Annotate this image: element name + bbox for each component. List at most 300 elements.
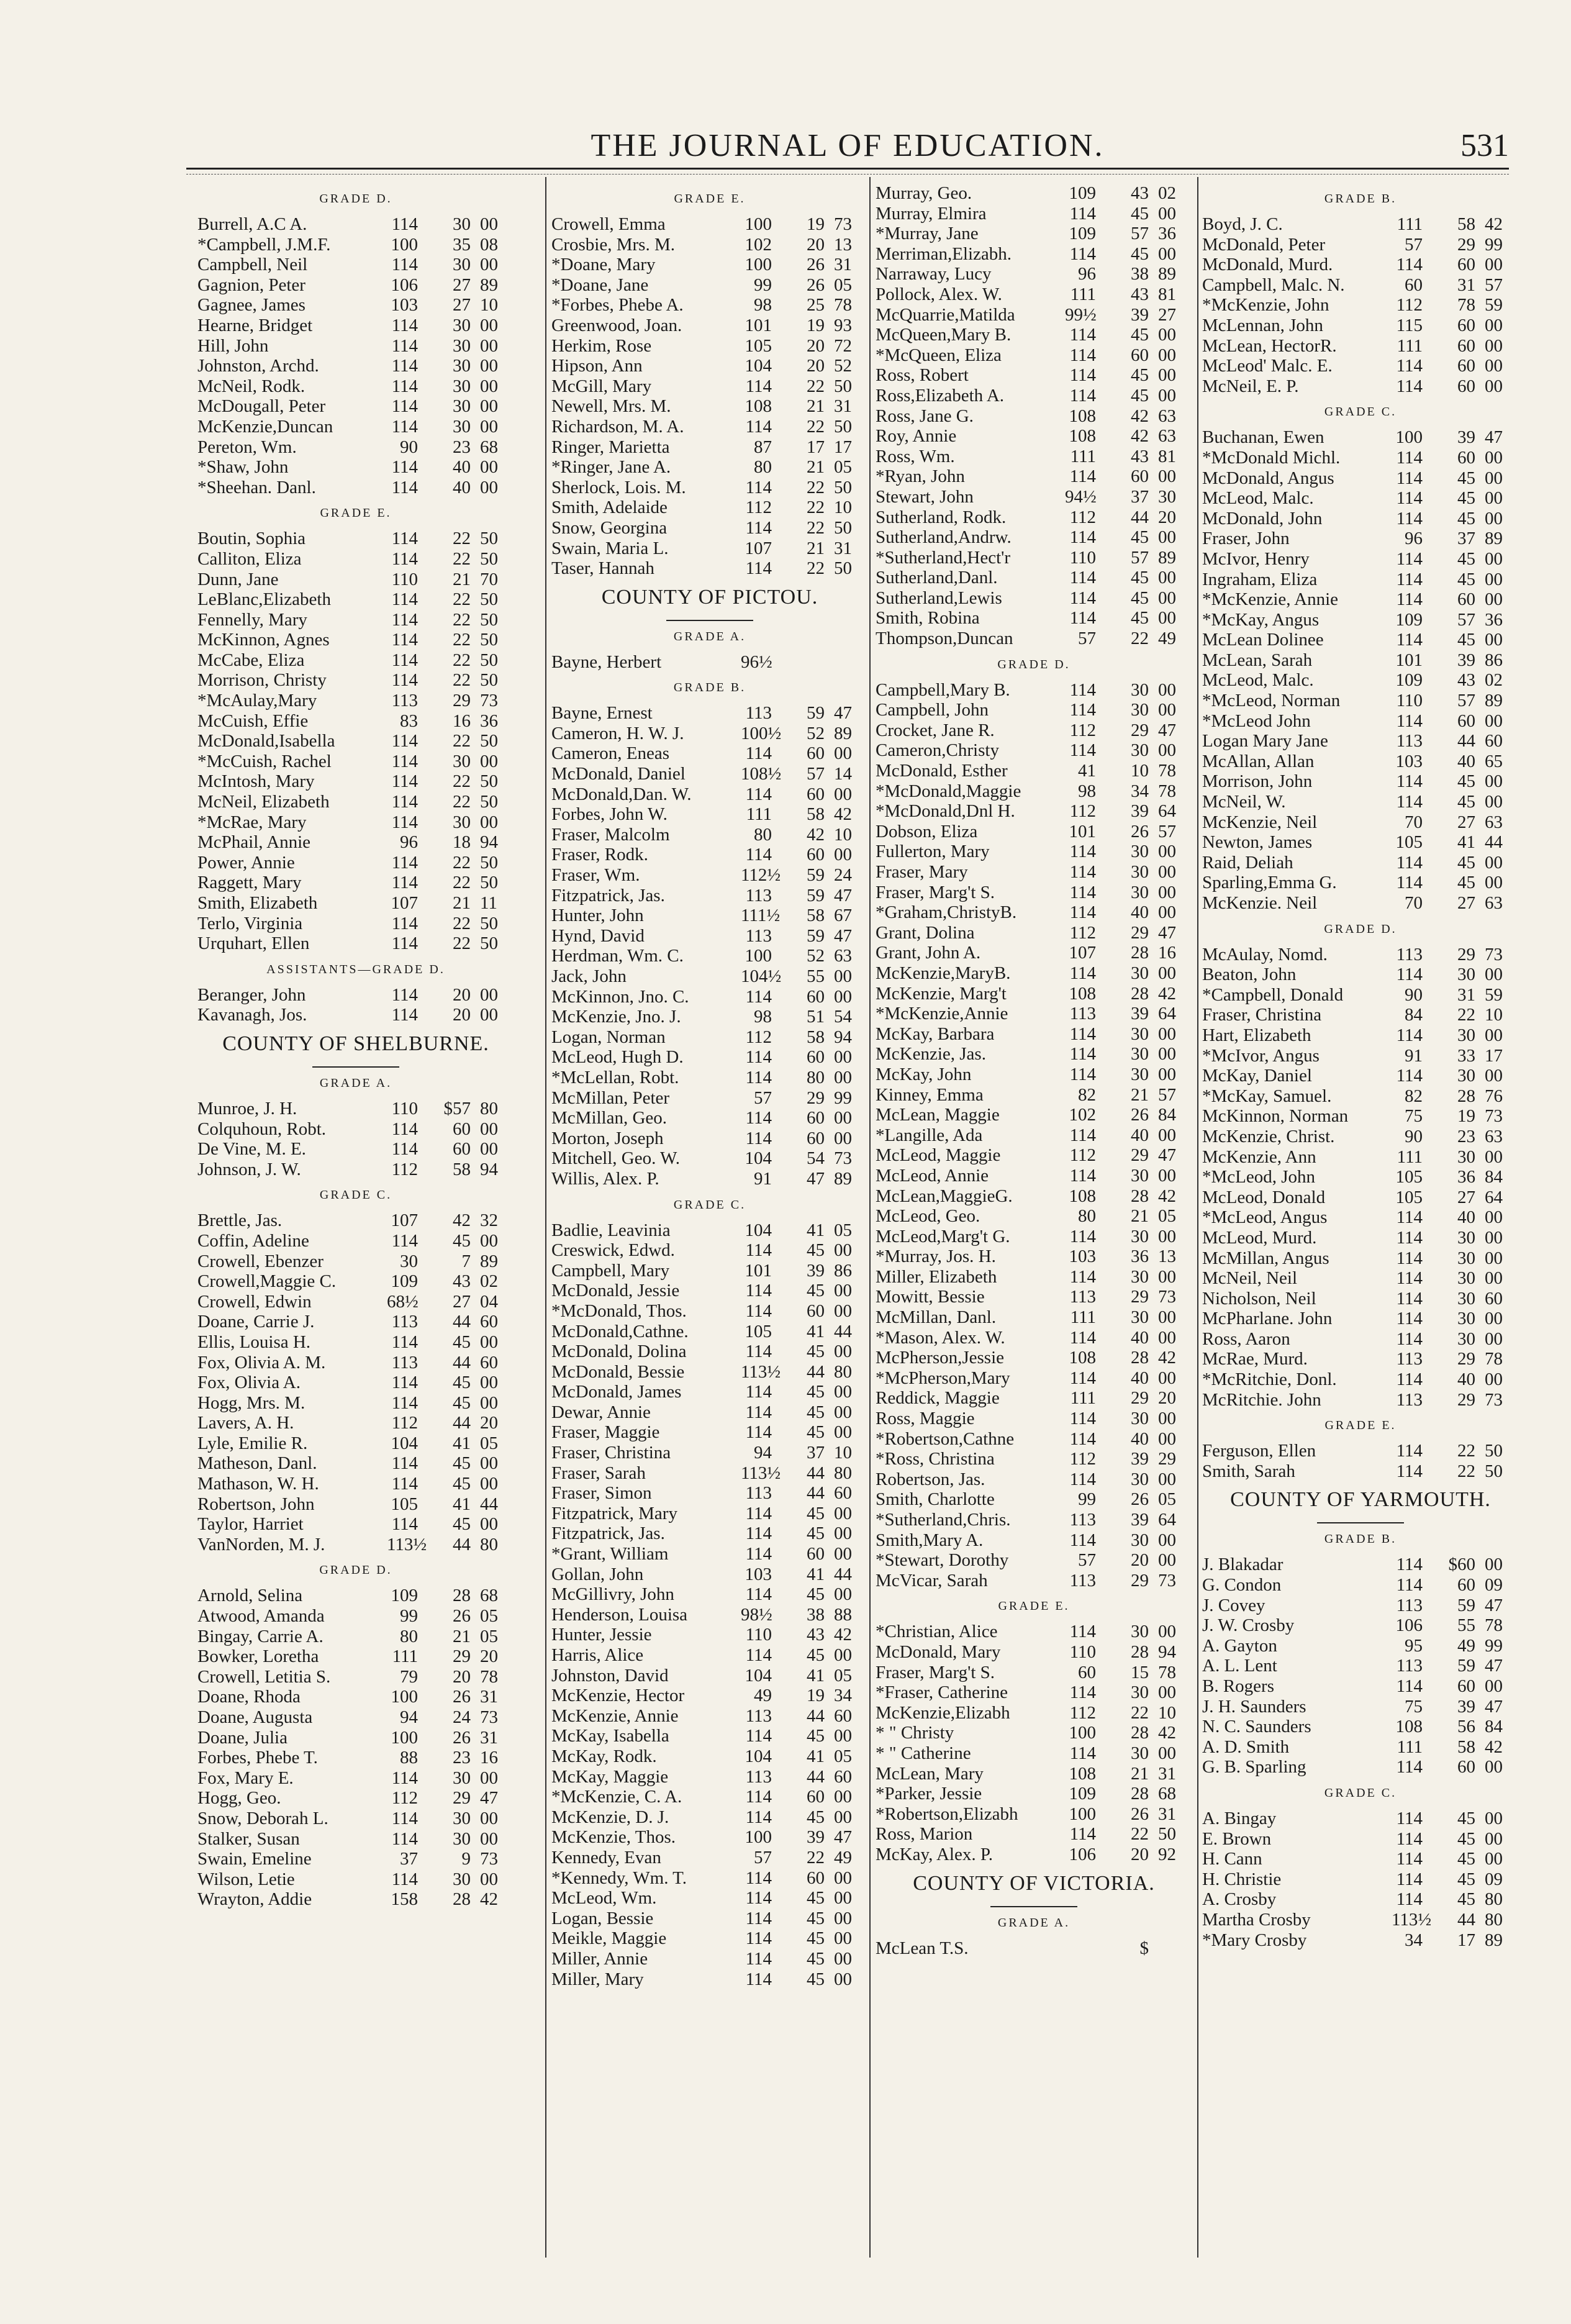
teaching-days: 99 [1078,1489,1096,1510]
grant-cents: 00 [480,1808,498,1828]
teacher-entry [876,761,1192,781]
teacher-entry [197,1728,514,1748]
teaching-days: 114 [391,1514,418,1535]
teacher-entry [551,652,868,673]
teaching-days: 113 [1396,1656,1423,1676]
teacher-entry [197,589,514,610]
grant-cents: 00 [1485,1676,1503,1696]
teacher-name: Fullerton, Mary [876,842,990,862]
teacher-name: Coffin, Adeline [197,1230,309,1251]
teacher-entry [876,1469,1192,1490]
grant-cents: 00 [1485,548,1503,569]
teacher-entry [551,1382,868,1402]
teacher-entry [1202,589,1519,610]
grant-cents: 70 [480,569,498,589]
teaching-days: 114 [1069,243,1096,264]
teacher-entry [551,1827,868,1848]
teacher-name: Fraser, Maggie [551,1422,660,1443]
grant-cents: 00 [480,255,498,275]
grant-dollars: 30 [1131,882,1149,902]
teacher-name: McGill, Mary [551,376,652,396]
teacher-name: Merriman,Elizabh. [876,243,1012,264]
grant-dollars: 22 [807,376,825,396]
teacher-name: Hogg, Geo. [197,1788,281,1809]
grant-cents: 89 [480,1251,498,1271]
grant-cents: 50 [1485,1441,1503,1461]
teacher-entry [197,771,514,792]
grant-cents: 31 [834,538,852,558]
grant-dollars: 78 [1457,295,1475,315]
grant-cents: 42 [480,1889,498,1910]
teacher-entry [197,832,514,853]
grant-dollars: 30 [453,376,471,396]
grant-cents: 00 [1485,1309,1503,1329]
teacher-name: Richardson, M. A. [551,416,684,437]
teaching-days: 113 [1069,1570,1096,1591]
teacher-name: Smith, Sarah [1202,1461,1295,1481]
teacher-entry [197,417,514,437]
grant-cents: 31 [480,1727,498,1748]
grant-cents: 00 [1158,1044,1176,1064]
grant-cents: 04 [480,1291,498,1312]
grant-cents: 09 [1485,1575,1503,1595]
grant-cents: 63 [1485,893,1503,913]
teacher-name: *McKay, Samuel. [1202,1086,1332,1106]
teaching-days: 80 [754,824,772,845]
grant-cents: 64 [1158,801,1176,822]
teacher-name: *Doane, Mary [551,255,656,275]
teacher-name: Mowitt, Bessie [876,1287,985,1307]
journal-title: THE JOURNAL OF EDUCATION. [591,128,1105,163]
teacher-entry [551,1322,868,1342]
teacher-name: McNeil, E. P. [1202,376,1299,396]
teacher-name: Gagnion, Peter [197,275,306,295]
grant-dollars: 55 [807,966,825,986]
teacher-entry [876,1489,1192,1510]
teacher-entry [1202,1369,1519,1390]
teaching-days: 113½ [741,1463,781,1483]
teacher-name: *McKenzie, John [1202,295,1329,315]
teaching-days: 113 [745,703,772,724]
grant-cents: 00 [834,1047,852,1068]
teacher-entry [551,987,868,1007]
teacher-entry [876,1287,1192,1307]
grant-cents: 54 [834,1007,852,1027]
grant-dollars: 45 [1131,243,1149,264]
teacher-entry [876,700,1192,720]
teacher-entry [197,1474,514,1494]
grant-dollars: 22 [1131,1824,1149,1845]
teacher-name: *McKay, Angus [1202,609,1320,630]
grant-cents: 00 [834,1544,852,1564]
teaching-days: 114 [745,986,772,1007]
grant-dollars: 45 [807,1422,825,1443]
grant-cents: 60 [834,1766,852,1787]
teacher-entry [1202,275,1519,296]
teacher-name: Bayne, Ernest [551,703,653,724]
teacher-entry [876,1764,1192,1784]
grant-cents: 00 [480,1869,498,1889]
teaching-days: 114 [745,1240,772,1261]
teacher-entry [197,295,514,315]
teacher-entry [551,966,868,987]
grant-dollars: 28 [1131,1723,1149,1743]
teaching-days: 110 [391,569,418,589]
teaching-days: 75 [1405,1106,1423,1127]
teaching-days: 114 [1396,1828,1423,1849]
teaching-days: 110 [745,1625,772,1645]
grant-cents: 50 [480,852,498,873]
teacher-name: Fennelly, Mary [197,609,307,630]
grant-cents: 00 [834,1948,852,1969]
grant-dollars: 37 [1457,529,1475,549]
teacher-name: Ringer, Marietta [551,437,670,457]
grant-cents: 80 [480,1534,498,1555]
grant-cents: 44 [1485,832,1503,853]
teaching-days: 114 [745,1544,772,1564]
teacher-entry [197,650,514,671]
grant-cents: 00 [480,1139,498,1160]
teaching-days: 114 [1069,325,1096,345]
teacher-entry [551,1625,868,1645]
teacher-name: McPhail, Annie [197,832,311,853]
teaching-days: 114 [1396,255,1423,275]
grant-cents: 00 [480,1392,498,1413]
teacher-name: McDonald, Peter [1202,234,1326,255]
teaching-days: 114 [1069,740,1096,761]
grant-cents: 00 [1485,1328,1503,1349]
grant-dollars: 25 [807,295,825,315]
grant-dollars: 15 [1131,1662,1149,1682]
grant-dollars: 45 [1457,630,1475,650]
grant-cents: 42 [1158,1348,1176,1368]
teacher-entry [551,1909,868,1929]
teacher-entry [1202,985,1519,1005]
teacher-name: *McKenzie,Annie [876,1004,1008,1024]
grant-dollars: 30 [1457,965,1475,985]
teacher-name: Doane, Carrie J. [197,1312,315,1332]
teacher-entry [551,1888,868,1909]
grant-dollars: 45 [1131,608,1149,629]
teacher-name: N. C. Saunders [1202,1717,1311,1737]
teacher-name: McIvor, Henry [1202,548,1310,569]
grant-dollars: 17 [807,437,825,457]
teacher-name: McKenzie, Christ. [1202,1126,1335,1146]
grade-heading: GRADE D. [1324,922,1397,936]
teacher-entry [551,1402,868,1423]
teaching-days: 114 [391,1828,418,1849]
teaching-days: 114 [1396,852,1423,873]
grant-dollars: 30 [1131,862,1149,882]
teacher-name: *Ryan, John [876,466,965,487]
teacher-entry [876,466,1192,487]
teaching-days: 111 [392,1646,418,1667]
grant-dollars: 24 [453,1707,471,1727]
grant-cents: 73 [480,1849,498,1869]
grant-dollars: 26 [1131,1105,1149,1125]
teaching-days: 112 [1069,1145,1096,1166]
grant-dollars: 30 [453,396,471,417]
grant-cents: 24 [834,865,852,886]
grant-cents: 00 [834,1928,852,1949]
grant-cents: 00 [1158,700,1176,720]
teacher-entry [1202,670,1519,691]
grade-heading: GRADE E. [674,192,746,206]
grant-cents: 73 [1158,1570,1176,1591]
teacher-entry [876,1703,1192,1723]
grant-cents: 00 [834,1645,852,1665]
grant-dollars: 30 [1457,1227,1475,1248]
grant-cents: 47 [834,925,852,946]
teacher-name: Roy, Annie [876,426,957,447]
grant-cents: 10 [834,1443,852,1463]
teacher-entry [876,1227,1192,1247]
grant-cents: 00 [1485,1268,1503,1289]
grant-dollars: 18 [453,832,471,853]
teacher-entry [876,1166,1192,1186]
grant-dollars: 21 [453,569,471,589]
teacher-name: * " Christy [876,1723,954,1743]
teaching-days: 114 [391,1119,418,1139]
grant-cents: 68 [480,437,498,457]
grant-cents: 00 [480,984,498,1005]
grant-cents: 00 [1158,1307,1176,1328]
teacher-entry [197,1119,514,1140]
grant-cents: 52 [834,356,852,376]
teacher-entry [876,984,1192,1004]
grant-cents: 73 [834,214,852,234]
grant-cents: 00 [1485,965,1503,985]
grant-cents: 49 [1158,629,1176,649]
grant-dollars: 17 [1457,1930,1475,1950]
teaching-days: 113 [745,1483,772,1504]
grant-dollars: 16 [453,710,471,731]
teacher-name: Smith, Robina [876,608,980,629]
teacher-name: Campbell,Mary B. [876,679,1010,700]
teacher-name: Campbell, John [876,700,989,720]
grant-dollars: 22 [453,852,471,873]
grant-cents: 00 [1158,1622,1176,1642]
teacher-name: Burrell, A.C A. [197,214,307,234]
grant-cents: 02 [1158,183,1176,203]
teaching-days: 114 [745,1047,772,1068]
teaching-days: 114 [745,376,772,396]
grant-cents: 73 [1485,1106,1503,1127]
teacher-entry [1202,1228,1519,1248]
grant-cents: 80 [834,1463,852,1483]
grant-dollars: 42 [1131,406,1149,426]
teacher-entry [876,426,1192,447]
grant-cents: 78 [834,295,852,315]
teacher-entry [197,1535,514,1555]
teacher-name: McDonald, Jessie [551,1281,680,1301]
teaching-days: 113½ [1392,1909,1432,1930]
teacher-name: *McRitchie, Donl. [1202,1369,1337,1390]
teaching-days: 100 [745,1827,772,1848]
teacher-name: Martha Crosby [1202,1909,1311,1930]
grant-cents: 29 [1158,1449,1176,1469]
grant-dollars: 29 [1131,922,1149,943]
grant-cents: 47 [1485,1595,1503,1615]
teaching-days: 114 [1396,468,1423,488]
grant-cents: 00 [834,1868,852,1888]
teaching-days: 94½ [1065,486,1097,507]
teaching-days: 114 [391,670,418,691]
teacher-entry [876,801,1192,822]
grant-cents: 16 [480,1748,498,1768]
teacher-name: Smith, Adelaide [551,497,668,518]
teacher-name: McRae, Murd. [1202,1349,1308,1369]
grant-dollars: 30 [453,1828,471,1849]
teacher-entry [551,1169,868,1189]
grant-dollars: 30 [1131,1044,1149,1064]
teaching-days: 113 [745,1705,772,1726]
teacher-name: McCuish, Effie [197,710,309,731]
teacher-name: *Campbell, J.M.F. [197,234,331,255]
teaching-days: 82 [1078,1084,1096,1105]
teaching-days: 114 [391,335,418,356]
teacher-entry [197,1586,514,1606]
teaching-days: 109 [1069,183,1096,203]
grant-cents: 02 [1485,670,1503,691]
teacher-entry [1202,650,1519,671]
teaching-days: 94 [754,1443,772,1463]
grant-dollars: 41 [807,1321,825,1341]
teaching-days: 104 [745,1148,772,1169]
teaching-days: 114 [745,1969,772,1989]
teacher-entry [551,437,868,458]
teacher-entry [1202,214,1519,235]
grant-cents: 00 [1158,325,1176,345]
grant-cents: 00 [834,1067,852,1087]
grant-cents: 00 [1158,527,1176,548]
grant-cents: 00 [1485,1207,1503,1228]
teacher-entry [197,478,514,498]
grant-cents: 05 [834,1220,852,1240]
teaching-days: 98½ [741,1604,772,1625]
grant-cents: 00 [1485,315,1503,335]
grant-cents: 00 [1158,1165,1176,1186]
teaching-days: 114 [1396,1268,1423,1289]
grant-dollars: 60 [1131,345,1149,365]
grade-heading: GRADE B. [1324,1532,1397,1546]
teacher-entry [551,946,868,966]
grant-dollars: 45 [807,1382,825,1402]
teacher-name: Fraser, John [1202,529,1290,549]
teacher-entry [876,447,1192,467]
teaching-days: 57 [754,1847,772,1868]
teaching-days: 114 [1396,1849,1423,1869]
teaching-days: 114 [1396,771,1423,792]
teaching-days: 114 [745,1300,772,1321]
teacher-name: Raid, Deliah [1202,852,1293,873]
teaching-days: 41 [1078,761,1096,781]
grant-dollars: 29 [1131,1570,1149,1591]
grant-cents: 73 [480,1707,498,1727]
teaching-days: 103 [391,295,418,315]
grant-cents: 00 [1158,882,1176,902]
teacher-entry [1202,771,1519,792]
teacher-entry [551,1261,868,1281]
grant-cents: 92 [1158,1844,1176,1864]
grant-cents: 99 [1485,1635,1503,1656]
grant-cents: 20 [1158,1388,1176,1409]
teacher-name: *Campbell, Donald [1202,984,1344,1005]
grant-cents: 00 [480,335,498,356]
teaching-days: 114 [1396,1369,1423,1390]
grant-cents: 63 [1485,1126,1503,1146]
teacher-entry [876,507,1192,528]
grant-cents: 94 [1158,1641,1176,1662]
grant-dollars: 45 [1131,365,1149,386]
grant-cents: 00 [480,1768,498,1788]
grant-cents: 00 [1485,1808,1503,1828]
teacher-entry [1202,1441,1519,1461]
teacher-name: McKenzie, Jno. J. [551,1007,681,1027]
teaching-days: 114 [745,1807,772,1827]
grant-cents: 50 [480,650,498,670]
teaching-days: 112 [391,1413,418,1433]
grant-cents: 78 [1158,1662,1176,1682]
grant-dollars: 60 [1457,335,1475,356]
grant-dollars: 59 [807,865,825,886]
teacher-name: McMillan, Peter [551,1087,670,1108]
teacher-name: McKay, Isabella [551,1726,669,1746]
teaching-days: 114 [391,589,418,610]
grant-dollars: 21 [807,538,825,558]
grant-dollars: $60 [1448,1555,1475,1575]
teacher-name: *McDonald Michl. [1202,447,1341,468]
teaching-days: 114 [745,1948,772,1969]
teacher-name: Robertson, John [197,1494,315,1514]
grant-cents: 36 [1158,224,1176,244]
grant-cents: 99 [834,1087,852,1108]
grant-dollars: 45 [807,1928,825,1949]
county-heading: COUNTY OF PICTOU. [601,585,818,609]
teaching-days: 114 [1069,1682,1096,1703]
column-3 [876,183,1192,2251]
teacher-name: Morrison, Christy [197,670,327,691]
teacher-entry [551,315,868,336]
teacher-entry [551,1584,868,1605]
teacher-entry [197,570,514,590]
teacher-name: J. Blakadar [1202,1555,1284,1575]
teacher-name: Ingraham, Eliza [1202,569,1318,589]
teaching-days: 96 [1078,264,1096,284]
teaching-days: 111 [1397,214,1423,234]
teacher-entry [1202,1636,1519,1656]
teaching-days: 114 [1069,862,1096,882]
teaching-days: 111 [1397,1736,1423,1757]
teaching-days: 113 [391,1352,418,1373]
grant-dollars: 60 [807,1868,825,1888]
teacher-name: Kinney, Emma [876,1084,984,1105]
teaching-days: 94 [400,1707,418,1727]
teacher-entry [197,1687,514,1707]
teacher-entry [876,1064,1192,1085]
grant-dollars: 45 [1457,1808,1475,1828]
teaching-days: 100 [745,946,772,966]
grant-cents: 00 [834,1281,852,1301]
teacher-name: Cameron,Christy [876,740,999,761]
grant-dollars: 45 [807,1807,825,1827]
teacher-entry [876,608,1192,629]
grant-dollars: 22 [1457,1441,1475,1461]
grant-dollars: 30 [453,812,471,832]
teacher-entry [1202,812,1519,833]
teacher-entry [197,1514,514,1535]
teaching-days: 114 [1069,1226,1096,1246]
